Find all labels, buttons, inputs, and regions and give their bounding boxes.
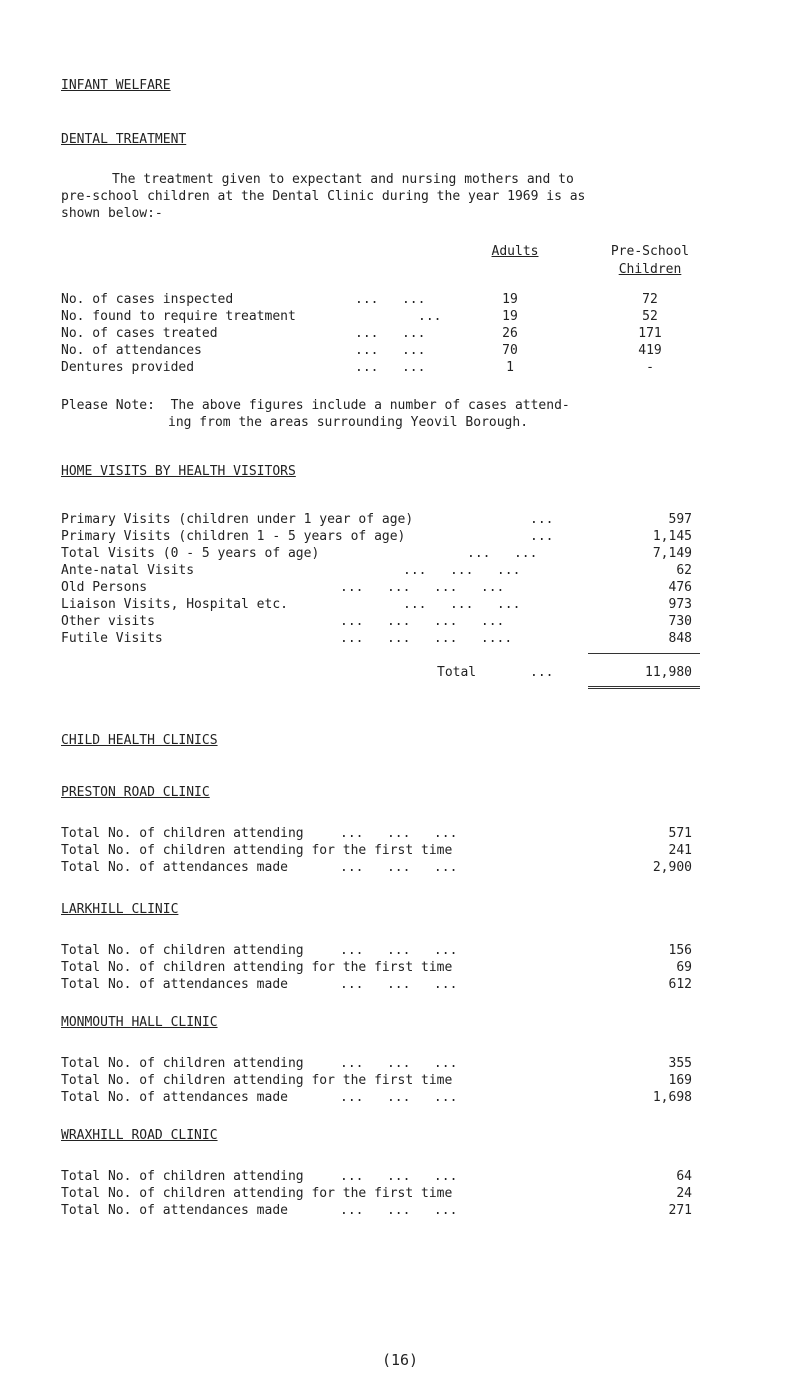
clinic-row-label: Total No. of children attending <box>61 1056 304 1071</box>
clinic-row-value: 64 <box>676 1169 692 1184</box>
clinic-name: MONMOUTH HALL CLINIC <box>61 1015 218 1030</box>
clinic-row-value: 612 <box>668 977 692 992</box>
visit-row-label: Liaison Visits, Hospital etc. <box>61 597 288 612</box>
col-header-preschool: Pre-School <box>610 244 690 259</box>
visit-row-value: 730 <box>668 614 692 629</box>
visit-row-dots: ... ... ... <box>403 597 521 612</box>
dental-intro-line-2: pre-school children at the Dental Clinic during the year 1969 is as <box>61 189 586 204</box>
dental-intro-line-3: shown below:- <box>61 206 163 221</box>
visits-total-value: 11,980 <box>645 665 692 680</box>
visit-row-value: 7,149 <box>652 546 692 561</box>
subtotal-rule <box>588 653 700 654</box>
dental-note-line-2: ing from the areas surrounding Yeovil Borough. <box>168 415 529 430</box>
clinic-row-value: 271 <box>668 1203 692 1218</box>
clinic-row-value: 24 <box>676 1186 692 1201</box>
col-header-children: Children <box>618 262 682 277</box>
dental-row-dots: ... ... <box>355 292 426 307</box>
page-heading: INFANT WELFARE <box>61 78 171 93</box>
dental-row-label: No. of attendances <box>61 343 202 358</box>
clinic-row-dots: ... ... ... <box>340 860 458 875</box>
clinic-row-value: 241 <box>668 843 692 858</box>
clinic-row-value: 2,900 <box>652 860 692 875</box>
clinic-row-label: Total No. of children attending for the first time <box>61 1186 453 1201</box>
dental-row-label: No. of cases inspected <box>61 292 234 307</box>
dental-intro-line-1: The treatment given to expectant and nursing mothers and to <box>112 172 574 187</box>
clinic-row-label: Total No. of children attending <box>61 1169 304 1184</box>
dental-row-children: 419 <box>638 343 662 358</box>
clinic-row-label: Total No. of attendances made <box>61 1203 288 1218</box>
visit-row-value: 1,145 <box>652 529 692 544</box>
clinic-row-value: 355 <box>668 1056 692 1071</box>
clinic-row-label: Total No. of children attending for the first time <box>61 843 453 858</box>
visit-row-dots: ... ... ... .... <box>340 631 513 646</box>
dental-row-children: - <box>646 360 654 375</box>
clinic-row-value: 156 <box>668 943 692 958</box>
dental-row-adults: 19 <box>502 309 518 324</box>
clinic-row-label: Total No. of children attending for the first time <box>61 1073 453 1088</box>
dental-row-adults: 26 <box>502 326 518 341</box>
visit-row-label: Other visits <box>61 614 155 629</box>
visit-row-value: 848 <box>668 631 692 646</box>
dental-note-line-1: Please Note: The above figures include a number of cases attend- <box>61 398 570 413</box>
clinic-row-label: Total No. of children attending for the first time <box>61 960 453 975</box>
col-header-adults: Adults <box>491 244 539 259</box>
home-visits-heading: HOME VISITS BY HEALTH VISITORS <box>61 464 296 479</box>
visit-row-dots: ... ... ... <box>403 563 521 578</box>
child-health-heading: CHILD HEALTH CLINICS <box>61 733 218 748</box>
dental-row-dots: ... ... <box>355 326 426 341</box>
dental-heading: DENTAL TREATMENT <box>61 132 187 147</box>
clinic-row-value: 571 <box>668 826 692 841</box>
clinic-row-label: Total No. of attendances made <box>61 1090 288 1105</box>
total-rule <box>588 686 700 689</box>
dental-row-children: 52 <box>642 309 658 324</box>
dental-row-dots: ... <box>418 309 442 324</box>
visit-row-label: Primary Visits (children 1 - 5 years of age) <box>61 529 406 544</box>
clinic-row-dots: ... ... ... <box>340 1056 458 1071</box>
dental-row-children: 72 <box>642 292 658 307</box>
dental-row-adults: 1 <box>506 360 514 375</box>
visit-row-label: Primary Visits (children under 1 year of age) <box>61 512 414 527</box>
visit-row-label: Total Visits (0 - 5 years of age) <box>61 546 320 561</box>
clinic-row-dots: ... ... ... <box>340 1169 458 1184</box>
visit-row-value: 973 <box>668 597 692 612</box>
dental-row-dots: ... ... <box>355 343 426 358</box>
clinic-row-dots: ... ... ... <box>340 1090 458 1105</box>
dental-row-label: No. of cases treated <box>61 326 218 341</box>
visit-row-label: Old Persons <box>61 580 148 595</box>
clinic-row-dots: ... ... ... <box>340 943 458 958</box>
clinic-row-dots: ... ... ... <box>340 1203 458 1218</box>
visit-row-label: Ante-natal Visits <box>61 563 195 578</box>
dental-row-label: Dentures provided <box>61 360 195 375</box>
clinic-row-dots: ... ... ... <box>340 977 458 992</box>
dental-row-adults: 70 <box>502 343 518 358</box>
visits-total-label: Total <box>437 665 477 680</box>
clinic-name: WRAXHILL ROAD CLINIC <box>61 1128 218 1143</box>
dental-row-children: 171 <box>638 326 662 341</box>
clinic-name: LARKHILL CLINIC <box>61 902 179 917</box>
page-number: (16) <box>381 1351 419 1369</box>
clinic-name: PRESTON ROAD CLINIC <box>61 785 210 800</box>
dental-row-adults: 19 <box>502 292 518 307</box>
clinic-row-value: 1,698 <box>652 1090 692 1105</box>
clinic-row-label: Total No. of attendances made <box>61 977 288 992</box>
visit-row-value: 476 <box>668 580 692 595</box>
clinic-row-label: Total No. of attendances made <box>61 860 288 875</box>
visit-row-value: 62 <box>676 563 692 578</box>
dental-row-label: No. found to require treatment <box>61 309 296 324</box>
clinic-row-dots: ... ... ... <box>340 826 458 841</box>
clinic-row-value: 69 <box>676 960 692 975</box>
visit-row-dots: ... ... ... ... <box>340 580 505 595</box>
clinic-row-label: Total No. of children attending <box>61 826 304 841</box>
visit-row-dots: ... <box>530 529 554 544</box>
visit-row-dots: ... ... ... ... <box>340 614 505 629</box>
dental-row-dots: ... ... <box>355 360 426 375</box>
clinic-row-label: Total No. of children attending <box>61 943 304 958</box>
visit-row-value: 597 <box>668 512 692 527</box>
visit-row-label: Futile Visits <box>61 631 163 646</box>
visit-row-dots: ... <box>530 512 554 527</box>
visits-total-dots: ... <box>530 665 554 680</box>
visit-row-dots: ... ... <box>467 546 538 561</box>
clinic-row-value: 169 <box>668 1073 692 1088</box>
